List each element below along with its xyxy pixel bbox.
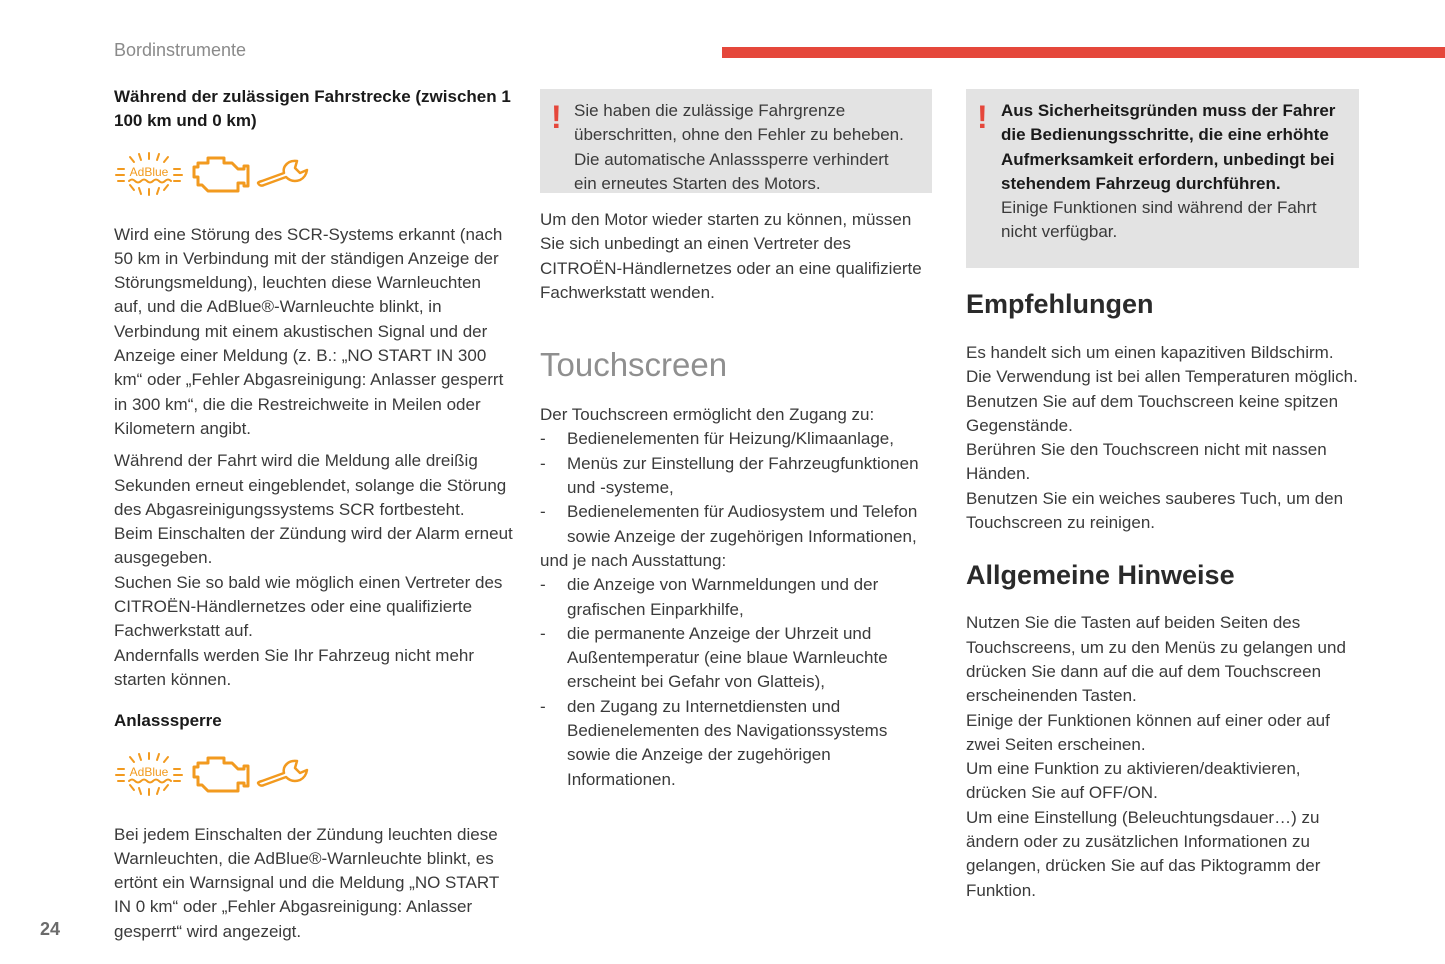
section-label: Bordinstrumente — [114, 40, 247, 60]
list-item: - Bedienelementen für Audiosystem und Telefon sowie Anzeige der zugehörigen Informationen, — [540, 500, 932, 549]
scr-fault-paragraph: Wird eine Störung des SCR-Systems erkannt (nach 50 km in Verbindung mit der ständigen Anzeige der Störungsmeldung), leuchten diese Warnleuchten auf, und die AdBlue®-Warnleuchte blinkt, in Verbindung mit einem akustischen Signal und der Anzeige einer Meldung (z. B.: „NO START IN 300 km“ oder „Fehler Abgasreinigung: Anlasser gesperrt in 300 km“, die die Restreichweite in Meilen oder Kilometern angibt. — [114, 224, 504, 438]
general-note-line: Nutzen Sie die Tasten auf beiden Seiten des Touchscreens, um zu den Menüs zu gelangen und drücken Sie dann auf die auf dem Touchscreen erscheinenden Tasten. — [966, 613, 1346, 706]
general-note-line: Um eine Einstellung (Beleuchtungsdauer…) zu ändern oder zu zusätzlichen Informationen zu gelangen, drücken Sie auf das Piktogramm der Funktion. — [966, 807, 1321, 900]
adblue-icon — [114, 751, 184, 804]
column-middle — [540, 89, 932, 792]
list-item: - die Anzeige von Warnmeldungen und der grafischen Einparkhilfe, — [540, 573, 932, 622]
heading-recommendations: Empfehlungen — [966, 289, 1154, 319]
exclamation-icon: ! — [551, 99, 562, 135]
page-number: 24 — [40, 919, 61, 939]
column-right — [966, 89, 1359, 903]
warning-safety-text: Einige Funktionen sind während der Fahrt nicht verfügbar. — [1001, 198, 1317, 242]
warning-icons-row-2 — [114, 754, 514, 802]
heading-general-notes: Allgemeine Hinweise — [966, 560, 1235, 591]
recommendation-line: Benutzen Sie auf dem Touchscreen keine spitzen Gegenstände. — [966, 391, 1339, 435]
general-note-line: Einige der Funktionen können auf einer oder auf zwei Seiten erscheinen. — [966, 710, 1330, 754]
adblue-label: AdBlue — [129, 164, 169, 179]
touchscreen-intro: Der Touchscreen ermöglicht den Zugang zu: — [540, 405, 875, 425]
warning-safety-bold: Aus Sicherheitsgründen muss der Fahrer die Bedienungsschritte, die eine erhöhte Aufmerksamkeit erfordern, unbedingt bei stehendem Fahrzeug durchführen. — [1001, 101, 1336, 193]
warning-icons-row-1 — [114, 154, 514, 202]
adblue-icon — [114, 151, 184, 204]
touchscreen-access-list — [540, 427, 932, 548]
exclamation-icon: ! — [977, 99, 988, 135]
list-item: - Bedienelementen für Heizung/Klimaanlage, — [540, 427, 932, 451]
engine-icon — [188, 151, 250, 204]
touchscreen-title: Touchscreen — [540, 346, 728, 384]
no-start-paragraph: Andernfalls werden Sie Ihr Fahrzeug nicht mehr starten können. — [114, 645, 475, 689]
warning-limit-text: Sie haben die zulässige Fahrgrenze überschritten, ohne den Fehler zu beheben. Die automatische Anlasssperre verhindert ein erneutes Starten des Motors. — [574, 101, 904, 193]
restart-paragraph: Um den Motor wieder starten zu können, müssen Sie sich unbedingt an einen Vertreter des CITROËN-Händlernetzes oder an eine qualifizierte Fachwerkstatt wenden. — [540, 210, 922, 302]
equipment-list — [540, 573, 932, 792]
ignition-alarm-paragraph: Beim Einschalten der Zündung wird der Alarm erneut ausgegeben. — [114, 524, 513, 568]
column-left — [114, 85, 514, 944]
warning-box-safety — [966, 89, 1359, 268]
header-accent-bar — [722, 47, 1445, 58]
equipment-note: und je nach Ausstattung: — [540, 550, 727, 570]
adblue-label: AdBlue — [129, 764, 169, 779]
engine-icon — [188, 751, 250, 804]
wrench-icon — [254, 751, 314, 804]
warning-box-limit — [540, 89, 932, 193]
list-item: - Menüs zur Einstellung der Fahrzeugfunktionen und -systeme, — [540, 452, 932, 501]
recommendation-line: Berühren Sie den Touchscreen nicht mit nassen Händen. — [966, 440, 1327, 484]
list-item: - die permanente Anzeige der Uhrzeit und Außentemperatur (eine blaue Warnleuchte erscheint bei Gefahr von Glatteis), — [540, 622, 932, 695]
heading-start-lock: Anlasssperre — [114, 711, 222, 731]
recommendation-line: Benutzen Sie ein weiches sauberes Tuch, um den Touchscreen zu reinigen. — [966, 488, 1344, 533]
recommendation-line: Die Verwendung ist bei allen Temperaturen möglich. — [966, 367, 1358, 387]
dealer-advice-paragraph: Suchen Sie so bald wie möglich einen Vertreter des CITROËN-Händlernetzes oder eine qualifizierte Fachwerkstatt auf. — [114, 572, 503, 641]
driving-message-paragraph: Während der Fahrt wird die Meldung alle dreißig Sekunden erneut eingeblendet, solange die Störung des Abgasreinigungssystems SCR fortbesteht. — [114, 451, 507, 519]
general-note-line: Um eine Funktion zu aktivieren/deaktivieren, drücken Sie auf OFF/ON. — [966, 759, 1301, 803]
start-lock-paragraph: Bei jedem Einschalten der Zündung leuchten diese Warnleuchten, die AdBlue®-Warnleuchte blinkt, es ertönt ein Warnsignal und die Meldung „NO START IN 0 km“ oder „Fehler Abgasreinigung: Anlasser gesperrt“ wird angezeigt. — [114, 824, 499, 941]
heading-driving-range: Während der zulässigen Fahrstrecke (zwischen 1 100 km und 0 km) — [114, 87, 511, 131]
list-item: - den Zugang zu Internetdiensten und Bedienelementen des Navigationssystems sowie die Anzeige der zugehörigen Informationen. — [540, 695, 932, 792]
wrench-icon — [254, 151, 314, 204]
recommendation-line: Es handelt sich um einen kapazitiven Bildschirm. — [966, 343, 1334, 362]
